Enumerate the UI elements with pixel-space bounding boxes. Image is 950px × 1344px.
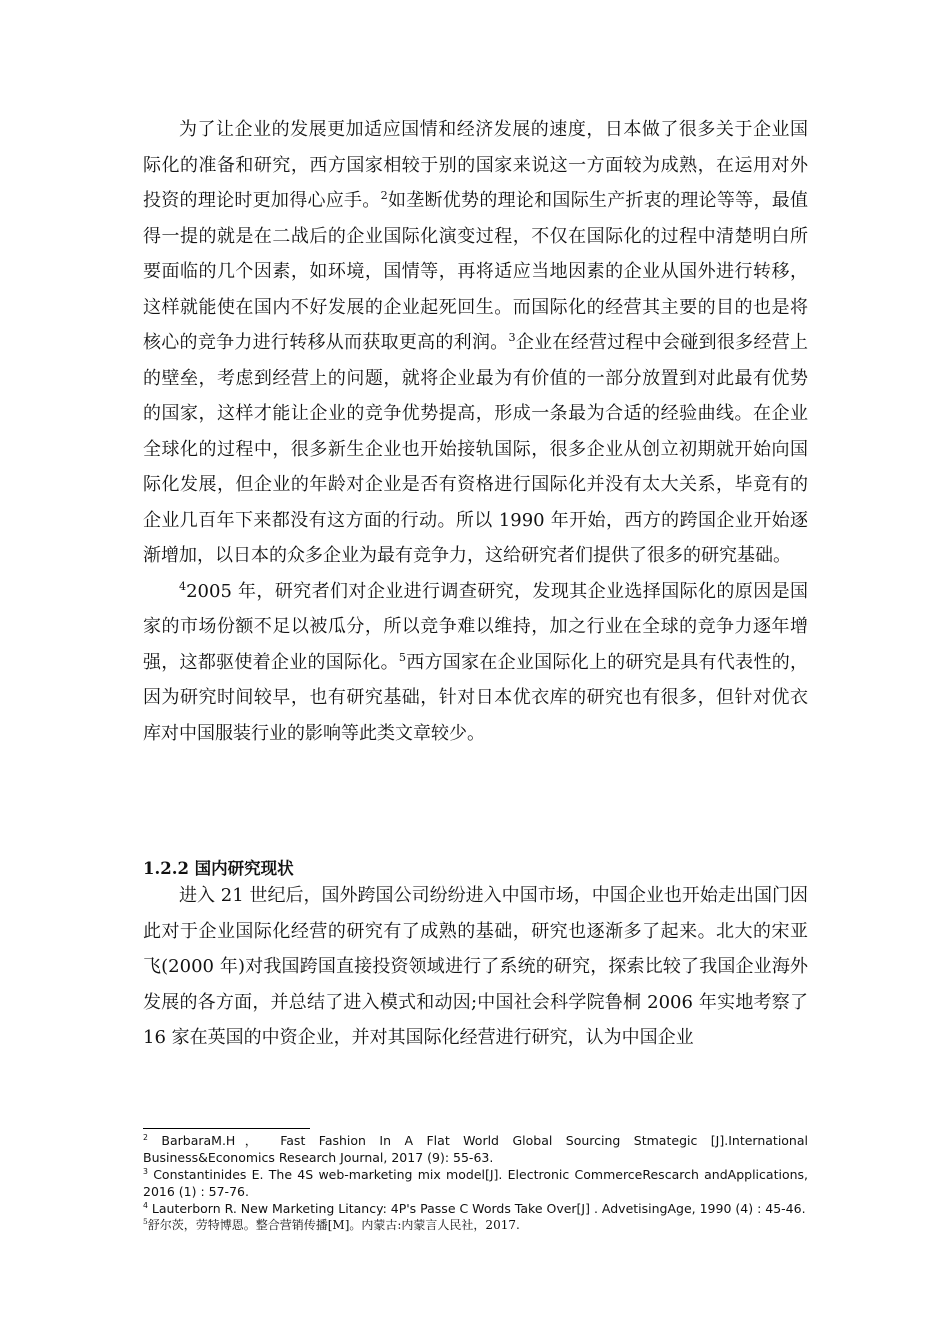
paragraph-1-text-1: 为了让企业的发展更加适应国情和经济发展的速度，日本做了很多关于企业国际化的准备和研究，西方国家相较于别的国家来说这一方面较为成熟，在运用对外投资的理论时更加得心应手。 [143,119,808,211]
section-heading: 1.2.2 国内研究现状 [143,859,294,878]
paragraph-2 [143,574,808,752]
paragraph-2-text-1: 2005 年，研究者们对企业进行调查研究，发现其企业选择国际化的原因是国家的市场份额不足以被瓜分，所以竞争难以维持，加之行业在全球的竞争力逐年增强，这都驱使着企业的国际化。 [143,580,808,673]
paragraph-1-text-2: 如垄断优势的理论和国际生产折衷的理论等等，最值得一提的就是在二战后的企业国际化演变过程，不仅在国际化的过程中清楚明白所要面临的几个因素，如环境，国情等，再将适应当地因素的企业从国外进行转移，这样就能使在国内不好发展的企业起死回生。而国际化的经营其主要的目的也是将核心的竞争力进行转移从而获取更高的利润。 [143,190,809,353]
footnote-number: 2 [143,1132,148,1142]
paragraph-2-text-2: 西方国家在企业国际化上的研究是具有代表性的，因为研究时间较早，也有研究基础，针对日本优衣库的研究也有很多，但针对优衣库对中国服装行业的影响等此类文章较少。 [143,651,809,744]
footnote-text: Lauterborn R. New Marketing Litancy: 4P's Passe C Words Take Over[J] . AdvetisingAge, 1990 (4) : 45-46. [147,1201,806,1216]
footnote-number: 3 [143,1166,148,1176]
footnote-5 [143,1217,808,1234]
footnote-ref-5[interactable]: 5 [398,650,406,664]
paragraph-1 [143,112,808,574]
footnote-ref-2[interactable]: 2 [380,189,388,202]
footnote-ref-3[interactable]: 3 [508,331,516,344]
footnote-text: 舒尔茨，劳特博恩。整合营销传播[M]。内蒙古:内蒙言人民社，2017. [147,1218,520,1232]
body-text-lower [143,878,808,1056]
footnote-4 [143,1200,808,1217]
footnote-3 [143,1166,808,1200]
footnote-number: 5 [143,1217,148,1226]
footnote-text: Constantinides E. The 4S web-marketing mix model[J]. Electronic CommerceRescarch andApplications, 2016 (1) : 57-76. [143,1167,808,1199]
footnote-text: BarbaraM.H， Fast Fashion In A Flat World Global Sourcing Stmategic [J].International Business&Economics Research Journal, 2017 (9): 55-63. [143,1133,808,1165]
paragraph-1-text-3: 企业在经营过程中会碰到很多经营上的壁垒，考虑到经营上的问题，就将企业最为有价值的一部分放置到对此最有优势的国家，这样才能让企业的竞争优势提高，形成一条最为合适的经验曲线。在企业全球化的过程中，很多新生企业也开始接轨国际，很多企业从创立初期就开始向国际化发展，但企业的年龄对企业是否有资格进行国际化并没有太大关系，毕竟有的企业几百年下来都没有这方面的行动。所以 1990 年开始，西方的跨国企业开始逐渐增加，以日本的众多企业为最有竞争力，这给研究者们提供了很多的研究基础。 [143,332,809,566]
footnote-2 [143,1132,808,1166]
footnote-ref-4[interactable]: 4 [179,579,187,593]
footnote-separator [143,1128,310,1129]
body-text-upper [143,112,808,751]
footnotes [143,1132,808,1234]
paragraph-3: 进入 21 世纪后，国外跨国公司纷纷进入中国市场，中国企业也开始走出国门因此对于企业国际化经营的研究有了成熟的基础，研究也逐渐多了起来。北大的宋亚飞(2000 年)对我国跨国直接投资领域进行了系统的研究，探索比较了我国企业海外发展的各方面，并总结了进入模式和动因;中国社会科学院鲁桐 2006 年实地考察了 16 家在英国的中资企业，并对其国际化经营进行研究，认为中国企业 [143,885,808,1048]
footnote-number: 4 [143,1200,148,1210]
